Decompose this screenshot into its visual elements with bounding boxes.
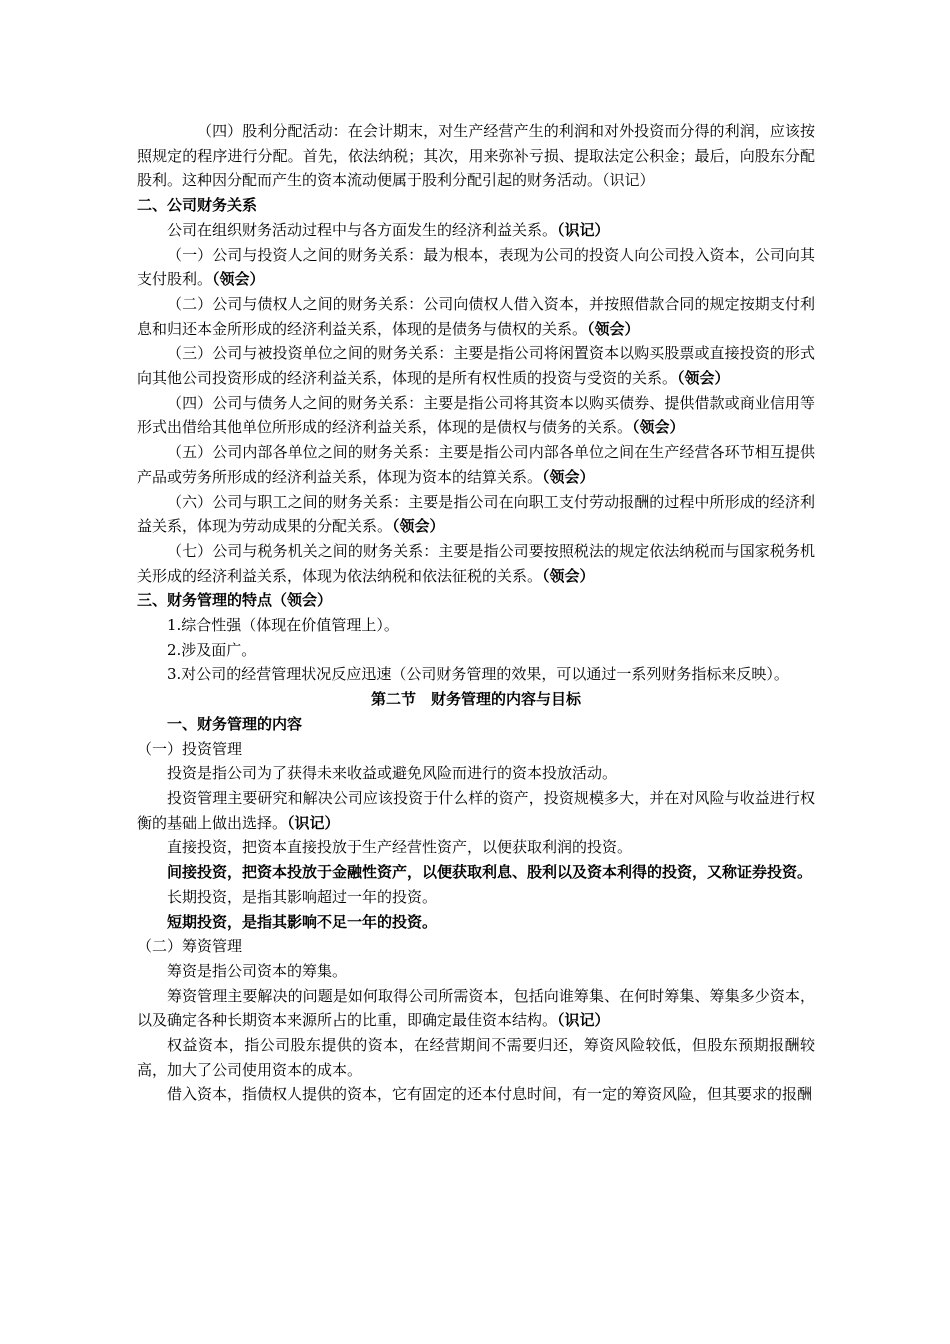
paragraph-financing-definition: 筹资是指公司资本的筹集。 [167, 961, 348, 980]
heading-management-features: 三、财务管理的特点（领会） [137, 591, 333, 610]
heading-financial-relations: 二、公司财务关系 [137, 196, 258, 215]
subheading-investment-management: （一）投资管理 [137, 739, 243, 758]
paragraph-relation-debtors: （四）公司与债务人之间的财务关系：主要是指公司将其资本以购买债券、提供借款或商业信用等形式出借给其他单位所形成的经济利益关系，体现的是债权与债务的关系。（领会） [137, 393, 815, 437]
tag-label: （领会） [392, 517, 445, 536]
tag-label: （识记） [557, 1011, 610, 1030]
tag-label: （领会） [542, 467, 595, 486]
paragraph-indirect-investment: 间接投资，把资本投放于金融性资产，以便获取利息、股利以及资本利得的投资，又称证券投资。 [167, 863, 813, 882]
tag-label: （领会） [542, 566, 595, 585]
paragraph-dividend-activity: （四）股利分配活动：在会计期末，对生产经营产生的利润和对外投资而分得的利润，应该按照规定的程序进行分配。首先，依法纳税；其次，用来弥补亏损、提取法定公积金；最后，向股东分配股利。这种因分配而产生的资本流动便属于股利分配引起的财务活动。（识记） [137, 122, 815, 190]
paragraph-relation-tax-authority: （七）公司与税务机关之间的财务关系：主要是指公司要按照税法的规定依法纳税而与国家税务机关形成的经济利益关系，体现为依法纳税和依法征税的关系。（领会） [137, 541, 815, 585]
tag-label: （领会） [212, 270, 265, 289]
section-title: 第二节 财务管理的内容与目标 [370, 690, 581, 709]
tag-label: （领会） [632, 418, 685, 437]
paragraph-financing-management: 筹资管理主要解决的问题是如何取得公司所需资本，包括向谁筹集、在何时筹集、筹集多少资本，以及确定各种长期资本来源所占的比重，即确定最佳资本结构。（识记） [137, 986, 815, 1030]
paragraph-long-term-investment: 长期投资，是指其影响超过一年的投资。 [167, 887, 438, 906]
document-body [137, 119, 815, 1107]
tag-label: （领会） [587, 319, 640, 338]
tag-label: （领会） [677, 369, 730, 388]
paragraph-investment-management: 投资管理主要研究和解决公司应该投资于什么样的资产，投资规模多大，并在对风险与收益进行权衡的基础上做出选择。（识记） [137, 788, 815, 832]
paragraph-borrowed-capital: 借入资本，指债权人提供的资本，它有固定的还本付息时间，有一定的筹资风险，但其要求的报酬 [167, 1085, 813, 1104]
paragraph-relation-investees: （三）公司与被投资单位之间的财务关系：主要是指公司将闲置资本以购买股票或直接投资的形式向其他公司投资形成的经济利益关系，体现的是所有权性质的投资与受资的关系。（领会） [137, 344, 815, 388]
paragraph-equity-capital: 权益资本，指公司股东提供的资本，在经营期间不需要归还，筹资风险较低，但股东预期报酬较高，加大了公司使用资本的成本。 [137, 1036, 815, 1079]
list-item: 3.对公司的经营管理状况反应迅速（公司财务管理的效果，可以通过一系列财务指标来反映）。 [167, 665, 789, 684]
paragraph-relation-investors: （一）公司与投资人之间的财务关系：最为根本，表现为公司的投资人向公司投入资本，公司向其支付股利。（领会） [137, 245, 815, 289]
paragraph-relation-employees: （六）公司与职工之间的财务关系：主要是指公司在向职工支付劳动报酬的过程中所形成的经济利益关系，体现为劳动成果的分配关系。（领会） [137, 492, 815, 536]
paragraph-relations-definition: 公司在组织财务活动过程中与各方面发生的经济利益关系。（识记） [167, 220, 610, 239]
paragraph-short-term-investment: 短期投资，是指其影响不足一年的投资。 [167, 912, 438, 931]
list-item: 2.涉及面广。 [167, 640, 257, 659]
tag-label: （识记） [557, 220, 610, 239]
paragraph-investment-definition: 投资是指公司为了获得未来收益或避免风险而进行的资本投放活动。 [167, 764, 618, 783]
subheading-financing-management: （二）筹资管理 [137, 937, 243, 956]
list-item: 1.综合性强（体现在价值管理上）。 [167, 616, 399, 635]
tag-label: （识记） [287, 813, 340, 832]
paragraph-direct-investment: 直接投资，把资本直接投放于生产经营性资产，以便获取利润的投资。 [167, 838, 633, 857]
heading-management-content: 一、财务管理的内容 [167, 714, 303, 733]
paragraph-relation-creditors: （二）公司与债权人之间的财务关系：公司向债权人借入资本，并按照借款合同的规定按期支付利息和归还本金所形成的经济利益关系，体现的是债务与债权的关系。（领会） [137, 294, 815, 338]
paragraph-relation-internal-units: （五）公司内部各单位之间的财务关系：主要是指公司内部各单位之间在生产经营各环节相互提供产品或劳务所形成的经济利益关系，体现为资本的结算关系。（领会） [137, 443, 815, 486]
